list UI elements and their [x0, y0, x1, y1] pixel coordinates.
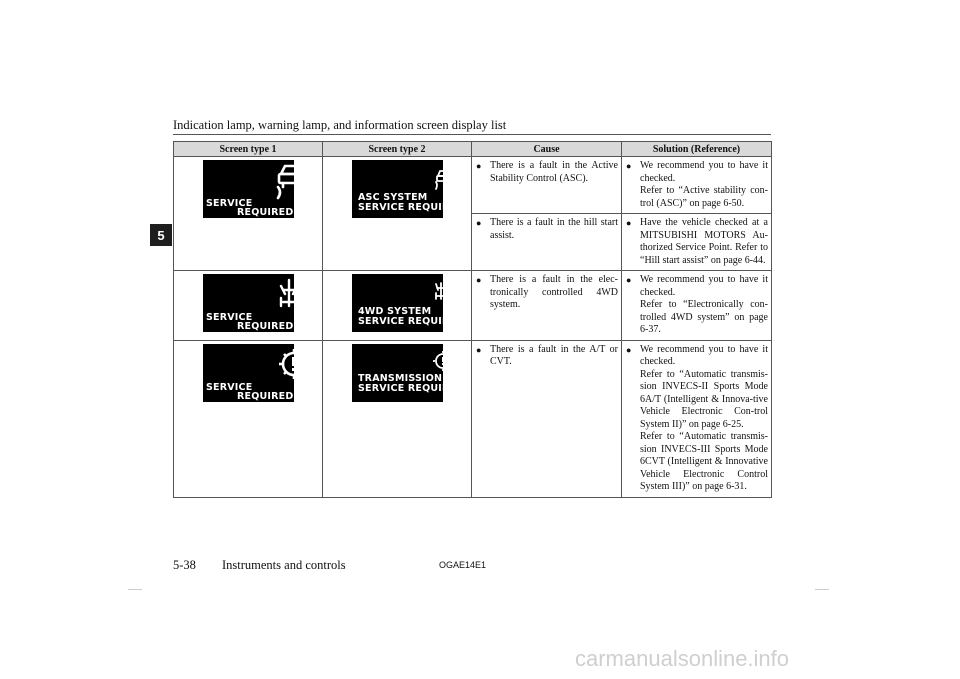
screen2-line2: SERVICE REQUIRED	[358, 316, 465, 327]
solution-cell	[622, 214, 772, 271]
table-row	[174, 271, 772, 341]
screen2-line1: ASC SYSTEM	[358, 192, 428, 203]
screen1-line2: REQUIRED	[237, 207, 294, 218]
table-header-row	[174, 142, 772, 157]
page-number: 5-38	[173, 558, 196, 572]
screen1-cell	[174, 340, 323, 497]
bullet-icon: ●	[626, 344, 632, 355]
section-tab: 5	[150, 224, 172, 246]
table-row	[174, 340, 772, 497]
screen1-line1: SERVICE	[206, 381, 253, 393]
footer-section-title: Instruments and controls	[222, 558, 346, 572]
transmission-system-display	[352, 344, 465, 402]
cause-cell	[472, 157, 622, 214]
indicator-table	[173, 141, 772, 498]
cause-cell	[472, 340, 622, 497]
screen2-cell	[323, 271, 472, 341]
screen1-line2: REQUIRED	[237, 321, 294, 332]
bullet-icon: ●	[476, 218, 482, 228]
screen2-line1: 4WD SYSTEM	[358, 306, 432, 317]
screen2-line2: SERVICE REQUIRED	[358, 202, 465, 213]
screen2-line2: SERVICE REQUIRED	[358, 382, 465, 394]
solution-text: Have the vehicle checked at a MITSUBISHI MOTORS Au-thorized Service Point. Refer to “Hill start assist” on page 6-44.	[640, 217, 768, 266]
page-header-title: Indication lamp, warning lamp, and information screen display list	[173, 118, 507, 132]
solution-cell	[622, 271, 772, 341]
transmission-service-display	[203, 344, 294, 402]
screen1-line1: SERVICE	[206, 312, 253, 323]
screen1-line2: REQUIRED	[237, 390, 294, 402]
cause-cell	[472, 214, 622, 271]
header-cause: Cause	[472, 142, 622, 157]
screen2-line1: TRANSMISSION	[358, 372, 443, 384]
bullet-icon: ●	[626, 161, 632, 171]
cause-text: There is a fault in the elec-tronically controlled 4WD system.	[490, 274, 618, 310]
solution-text: We recommend you to have it checked. Refer to “Active stability con-trol (ASC)” on page 6-50.	[640, 160, 768, 209]
solution-text: We recommend you to have it checked. Refer to “Electronically con-trolled 4WD system” on page 6-37.	[640, 274, 768, 335]
screen1-cell	[174, 271, 323, 341]
header-solution: Solution (Reference)	[622, 142, 772, 157]
solution-text: We recommend you to have it checked. Refer to “Automatic transmis-sion INVECS-II Sports Mode 6A/T (Intelligent & Innova-tive Vehicle Electronic Con-trol System II)” on page 6-25. Refer to “Automatic transmis-sion INVECS-III Sports Mode 6CVT (Intelligent & Innovative Vehicle Electronic Control System III)” on page 6-31.	[640, 343, 768, 492]
cause-text: There is a fault in the hill start assist.	[490, 217, 618, 241]
screen2-cell	[323, 340, 472, 497]
solution-cell	[622, 157, 772, 214]
asc-service-display	[203, 160, 294, 218]
header-rule	[173, 134, 771, 135]
bullet-icon: ●	[476, 161, 482, 171]
4wd-service-display	[203, 274, 294, 332]
solution-cell	[622, 340, 772, 497]
screen1-cell	[174, 157, 323, 271]
document-code: OGAE14E1	[439, 560, 487, 570]
bullet-icon: ●	[626, 218, 632, 228]
bullet-icon: ●	[476, 275, 482, 285]
watermark-text: carmanualsonline.info	[575, 646, 790, 671]
header-screen-type-2: Screen type 2	[323, 142, 472, 157]
table-row	[174, 157, 772, 214]
cause-text: There is a fault in the Active Stability Control (ASC).	[490, 160, 618, 184]
bullet-icon: ●	[626, 275, 632, 285]
asc-system-display	[352, 160, 465, 218]
screen1-line1: SERVICE	[206, 198, 253, 209]
header-screen-type-1: Screen type 1	[174, 142, 323, 157]
crop-mark	[128, 589, 142, 590]
4wd-system-display	[352, 274, 465, 332]
bullet-icon: ●	[476, 344, 482, 355]
screen2-cell	[323, 157, 472, 271]
crop-mark	[815, 589, 829, 590]
cause-cell	[472, 271, 622, 341]
cause-text: There is a fault in the A/T or CVT.	[490, 343, 618, 367]
